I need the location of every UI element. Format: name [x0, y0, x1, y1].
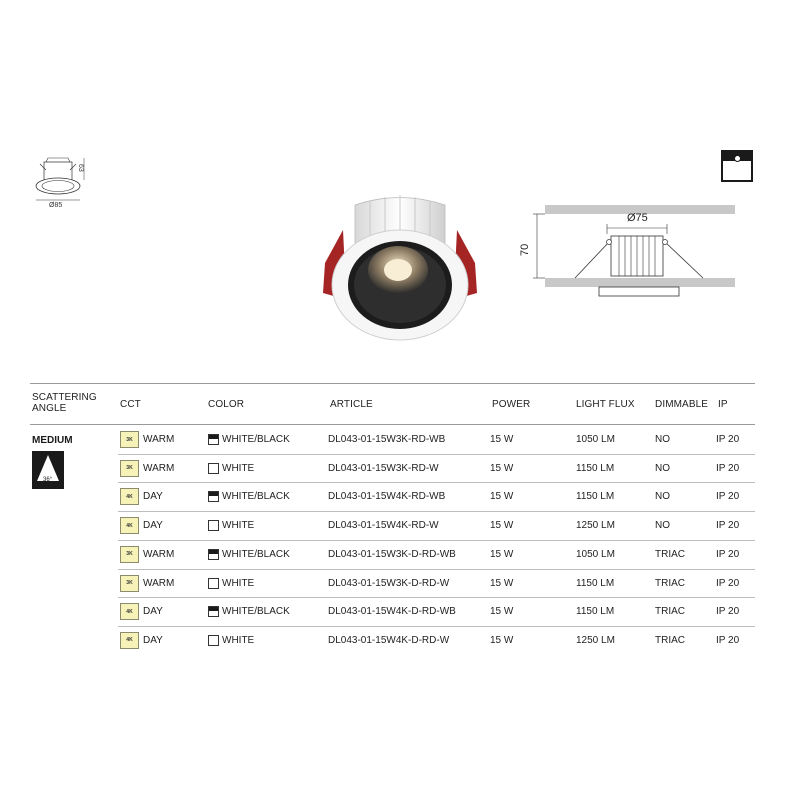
article-cell: DL043-01-15W3K-RD-W — [328, 462, 439, 474]
color-cell: WHITE — [222, 520, 255, 532]
table-row — [30, 425, 755, 454]
cct-badge: 4K — [120, 488, 139, 505]
article-cell: DL043-01-15W4K-D-RD-WB — [328, 606, 456, 618]
header-color: COLOR — [208, 399, 245, 410]
dimmable-cell: TRIAC — [655, 606, 685, 618]
height-label: 70 — [519, 243, 531, 256]
cutout-diameter-label: Ø75 — [627, 212, 648, 224]
ip-cell: IP 20 — [716, 606, 740, 618]
light-flux-cell: 1250 LM — [576, 634, 615, 646]
ip-cell: IP 20 — [716, 520, 740, 532]
dimmable-cell: NO — [655, 491, 670, 503]
ip-cell: IP 20 — [716, 634, 740, 646]
article-cell: DL043-01-15W4K-RD-W — [328, 520, 439, 532]
power-cell: 15 W — [490, 462, 514, 474]
light-flux-cell: 1150 LM — [576, 577, 615, 589]
color-cell: WHITE — [222, 577, 255, 589]
cct-badge: 4K — [120, 632, 139, 649]
technical-drawing — [515, 200, 735, 300]
cct-cell: DAY — [143, 520, 163, 532]
header-light-flux: LIGHT FLUX — [576, 399, 635, 410]
light-flux-cell: 1250 LM — [576, 520, 615, 532]
power-cell: 15 W — [490, 491, 514, 503]
header-article: ARTICLE — [330, 399, 373, 410]
cct-cell: DAY — [143, 606, 163, 618]
article-cell: DL043-01-15W3K-D-RD-WB — [328, 548, 456, 560]
cct-badge: 3K — [120, 575, 139, 592]
cct-badge: 4K — [120, 603, 139, 620]
color-swatch-icon — [208, 549, 219, 560]
table-row — [30, 569, 755, 598]
power-cell: 15 W — [490, 577, 514, 589]
color-cell: WHITE/BLACK — [222, 606, 290, 618]
color-swatch-icon — [208, 635, 219, 646]
table-row — [30, 626, 755, 655]
header-scattering-angle: SCATTERING ANGLE — [32, 392, 97, 414]
cct-badge: 3K — [120, 431, 139, 448]
dimmable-cell: NO — [655, 462, 670, 474]
small-width-label: Ø85 — [49, 202, 63, 209]
header-dimmable: DIMMABLE — [655, 399, 709, 410]
small-height-label: 63 — [77, 164, 84, 172]
light-flux-cell: 1150 LM — [576, 491, 615, 503]
dimmable-cell: NO — [655, 520, 670, 532]
color-swatch-icon — [208, 434, 219, 445]
sketch-graphic — [22, 150, 104, 212]
cct-badge: 3K — [120, 460, 139, 477]
cct-cell: DAY — [143, 491, 163, 503]
cct-cell: WARM — [143, 577, 175, 589]
color-cell: WHITE/BLACK — [222, 491, 290, 503]
ip-cell: IP 20 — [716, 577, 740, 589]
color-swatch-icon — [208, 491, 219, 502]
article-cell: DL043-01-15W3K-D-RD-W — [328, 577, 450, 589]
dimmable-cell: TRIAC — [655, 634, 685, 646]
ceiling-bottom — [545, 278, 735, 287]
cct-cell: WARM — [143, 434, 175, 445]
color-cell: WHITE — [222, 634, 255, 646]
cct-badge: 3K — [120, 546, 139, 563]
ip-cell: IP 20 — [716, 548, 740, 560]
table-row — [30, 454, 755, 483]
table-row — [30, 511, 755, 540]
color-swatch-icon — [208, 463, 219, 474]
article-cell: DL043-01-15W4K-D-RD-W — [328, 634, 450, 646]
power-cell: 15 W — [490, 634, 514, 646]
dimmable-cell: TRIAC — [655, 548, 685, 560]
color-cell: WHITE/BLACK — [222, 548, 290, 560]
header-ip: IP — [718, 399, 728, 410]
small-dimension-sketch — [22, 150, 104, 212]
article-cell: DL043-01-15W4K-RD-WB — [328, 491, 446, 503]
table-row — [30, 540, 755, 569]
light-flux-cell: 1150 LM — [576, 462, 615, 474]
cct-cell: WARM — [143, 548, 175, 560]
light-flux-cell: 1050 LM — [576, 548, 615, 560]
scattering-medium-label: MEDIUM — [32, 435, 73, 446]
cct-cell: WARM — [143, 462, 175, 474]
beam-angle-value: 36° — [43, 477, 53, 483]
color-swatch-icon — [208, 520, 219, 531]
cct-cell: DAY — [143, 634, 163, 646]
color-cell: WHITE — [222, 462, 255, 474]
ip-cell: IP 20 — [716, 434, 740, 445]
color-cell: WHITE/BLACK — [222, 434, 290, 445]
power-cell: 15 W — [490, 434, 514, 445]
dimmable-cell: NO — [655, 434, 670, 445]
color-swatch-icon — [208, 578, 219, 589]
article-cell: DL043-01-15W3K-RD-WB — [328, 434, 446, 445]
ip-cell: IP 20 — [716, 462, 740, 474]
table-row — [30, 482, 755, 511]
table-row — [30, 597, 755, 626]
recessed-mount-icon — [721, 150, 753, 182]
header-power: POWER — [492, 399, 531, 410]
power-cell: 15 W — [490, 606, 514, 618]
header-cct: CCT — [120, 399, 141, 410]
table-top-rule — [30, 383, 755, 384]
dimmable-cell: TRIAC — [655, 577, 685, 589]
light-flux-cell: 1050 LM — [576, 434, 615, 445]
power-cell: 15 W — [490, 548, 514, 560]
cct-badge: 4K — [120, 517, 139, 534]
ip-cell: IP 20 — [716, 491, 740, 503]
color-swatch-icon — [208, 606, 219, 617]
power-cell: 15 W — [490, 520, 514, 532]
product-photo — [315, 185, 485, 345]
light-flux-cell: 1150 LM — [576, 606, 615, 618]
